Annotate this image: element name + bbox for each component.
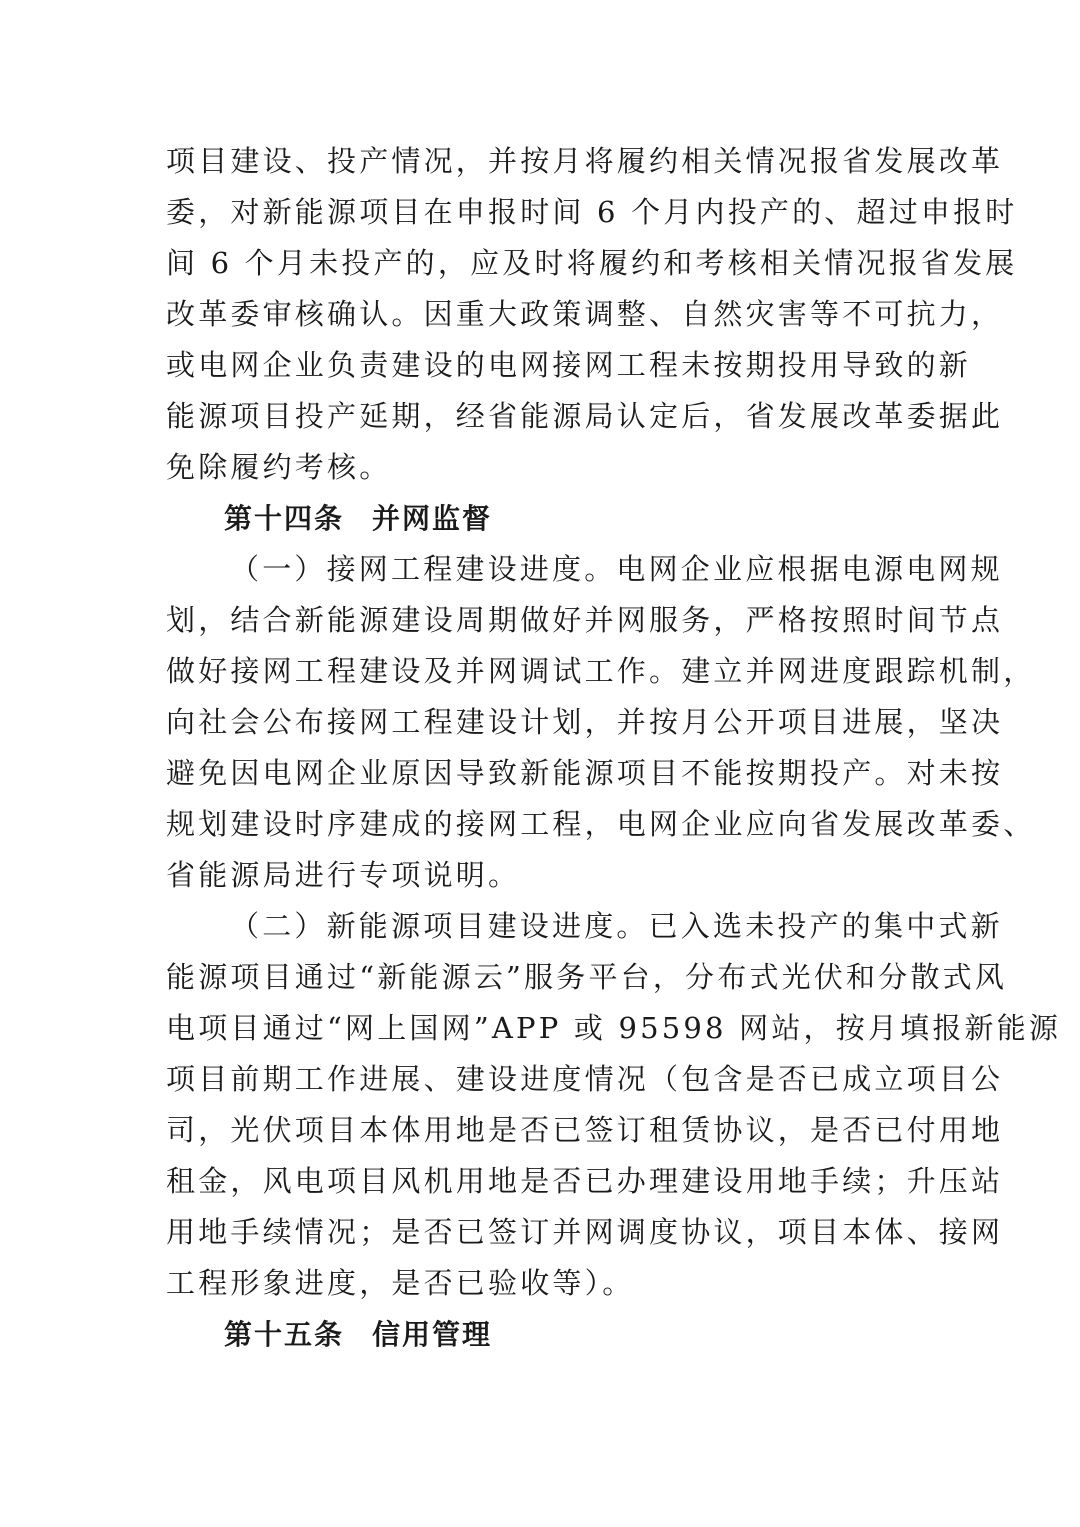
document-page — [166, 136, 1062, 1360]
paragraph-continuation — [166, 136, 1018, 493]
text-line: 划，结合新能源建设周期做好并网服务，严格按照时间节点 — [166, 603, 1004, 637]
text-line: 间 6 个月未投产的，应及时将履约和考核相关情况报省发展 — [166, 246, 1018, 280]
article-number: 第十四条 — [224, 502, 345, 535]
text-line: 租金，风电项目风机用地是否已办理建设用地手续；升压站 — [166, 1164, 1004, 1198]
text-line: 免除履约考核。 — [166, 450, 392, 484]
text-line: 项目建设、投产情况，并按月将履约相关情况报省发展改革 — [166, 144, 1004, 178]
text-line: 委，对新能源项目在申报时间 6 个月内投产的、超过申报时 — [166, 195, 1018, 229]
paragraph-grid-connection-progress — [166, 544, 1036, 901]
text-line: 做好接网工程建设及并网调试工作。建立并网进度跟踪机制， — [166, 654, 1036, 688]
text-line: 规划建设时序建成的接网工程，电网企业应向省发展改革委、 — [166, 807, 1036, 841]
text-line: 或电网企业负责建设的电网接网工程未按期投用导致的新 — [166, 348, 972, 382]
text-line: （一）接网工程建设进度。电网企业应根据电源电网规 — [230, 552, 1003, 586]
text-line: 改革委审核确认。因重大政策调整、自然灾害等不可抗力， — [166, 297, 1004, 331]
text-line: 用地手续情况；是否已签订并网调度协议，项目本体、接网 — [166, 1215, 1004, 1249]
text-line: （二）新能源项目建设进度。已入选未投产的集中式新 — [230, 909, 1003, 943]
text-line: 向社会公布接网工程建设计划，并按月公开项目进展，坚决 — [166, 705, 1004, 739]
text-line: 工程形象进度，是否已验收等）。 — [166, 1266, 635, 1300]
article-title: 并网监督 — [372, 502, 493, 535]
text-line: 能源项目通过“新能源云”服务平台，分布式光伏和分散式风 — [166, 960, 1008, 994]
article-heading-15 — [166, 1309, 918, 1360]
text-line: 能源项目投产延期，经省能源局认定后，省发展改革委据此 — [166, 399, 1004, 433]
text-line: 避免因电网企业原因导致新能源项目不能按期投产。对未按 — [166, 756, 1004, 790]
text-line: 项目前期工作进展、建设进度情况（包含是否已成立项目公 — [166, 1062, 1004, 1096]
text-line: 司，光伏项目本体用地是否已签订租赁协议，是否已付用地 — [166, 1113, 1004, 1147]
text-line: 电项目通过“网上国网”APP 或 95598 网站，按月填报新能源 — [166, 1011, 1062, 1045]
article-number: 第十五条 — [224, 1318, 345, 1351]
paragraph-project-construction-progress — [166, 901, 1062, 1309]
article-title: 信用管理 — [372, 1318, 493, 1351]
article-heading-14 — [166, 493, 918, 544]
text-line: 省能源局进行专项说明。 — [166, 858, 521, 892]
